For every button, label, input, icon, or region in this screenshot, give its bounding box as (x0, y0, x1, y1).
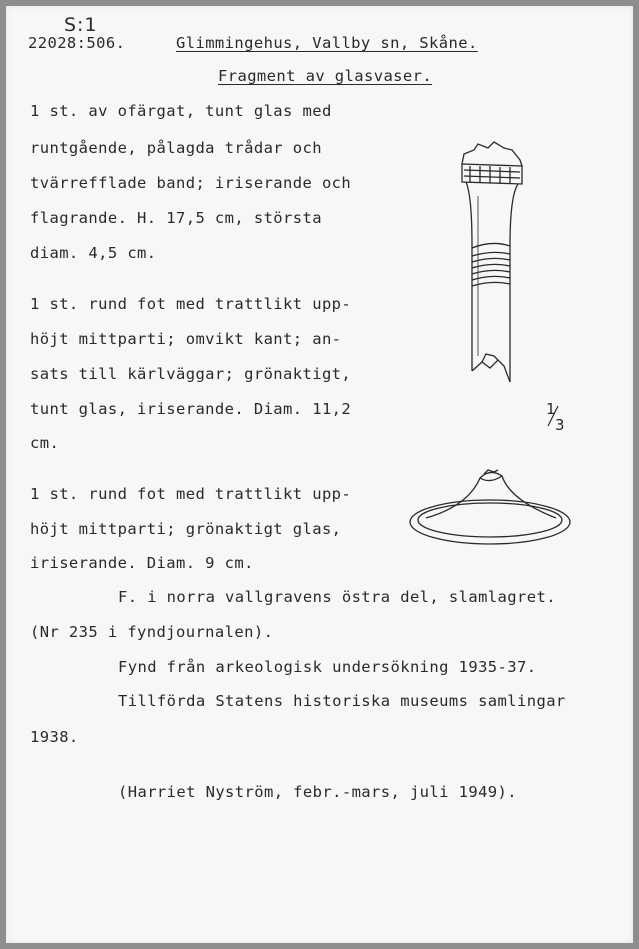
handwritten-mark: S:1 (64, 14, 98, 36)
catalog-number: 22028:506. (28, 34, 126, 52)
item-2-line-1: 1 st. rund fot med trattlikt upp- (30, 295, 352, 313)
item-1-line-2: runtgående, pålagda trådar och (30, 139, 322, 157)
museum-transfer: Tillförda Statens historiska museums samlingar (118, 692, 566, 710)
item-2-line-5: cm. (30, 434, 60, 452)
item-3-line-1: 1 st. rund fot med trattlikt upp- (30, 485, 352, 503)
item-3-line-3: iriserande. Diam. 9 cm. (30, 554, 254, 572)
item-3-line-2: höjt mittparti; grönaktigt glas, (30, 520, 342, 538)
author-signature: (Harriet Nyström, febr.-mars, juli 1949). (118, 783, 518, 801)
scale-denominator: 3 (555, 416, 565, 434)
glass-foot-drawing (398, 466, 578, 556)
card-subtitle: Fragment av glasvaser. (218, 67, 433, 85)
vase-neck-drawing (448, 136, 538, 396)
item-1-line-5: diam. 4,5 cm. (30, 244, 157, 262)
catalog-card (6, 6, 633, 943)
site-location: Glimmingehus, Vallby sn, Skåne. (176, 34, 478, 52)
item-2-line-3: sats till kärlväggar; grönaktigt, (30, 365, 352, 383)
find-journal-number: (Nr 235 i fyndjournalen). (30, 623, 274, 641)
item-2-line-2: höjt mittparti; omvikt kant; an- (30, 330, 342, 348)
item-1-line-3: tvärrefflade band; iriserande och (30, 174, 352, 192)
item-2-line-4: tunt glas, iriserande. Diam. 11,2 (30, 400, 352, 418)
item-1-line-4: flagrande. H. 17,5 cm, största (30, 209, 322, 227)
scale-numerator: 1 (546, 400, 556, 418)
find-location: F. i norra vallgravens östra del, slamlagret. (118, 588, 556, 606)
excavation-info: Fynd från arkeologisk undersökning 1935-37. (118, 658, 537, 676)
item-1-line-1: 1 st. av ofärgat, tunt glas med (30, 102, 332, 120)
transfer-year: 1938. (30, 728, 79, 746)
